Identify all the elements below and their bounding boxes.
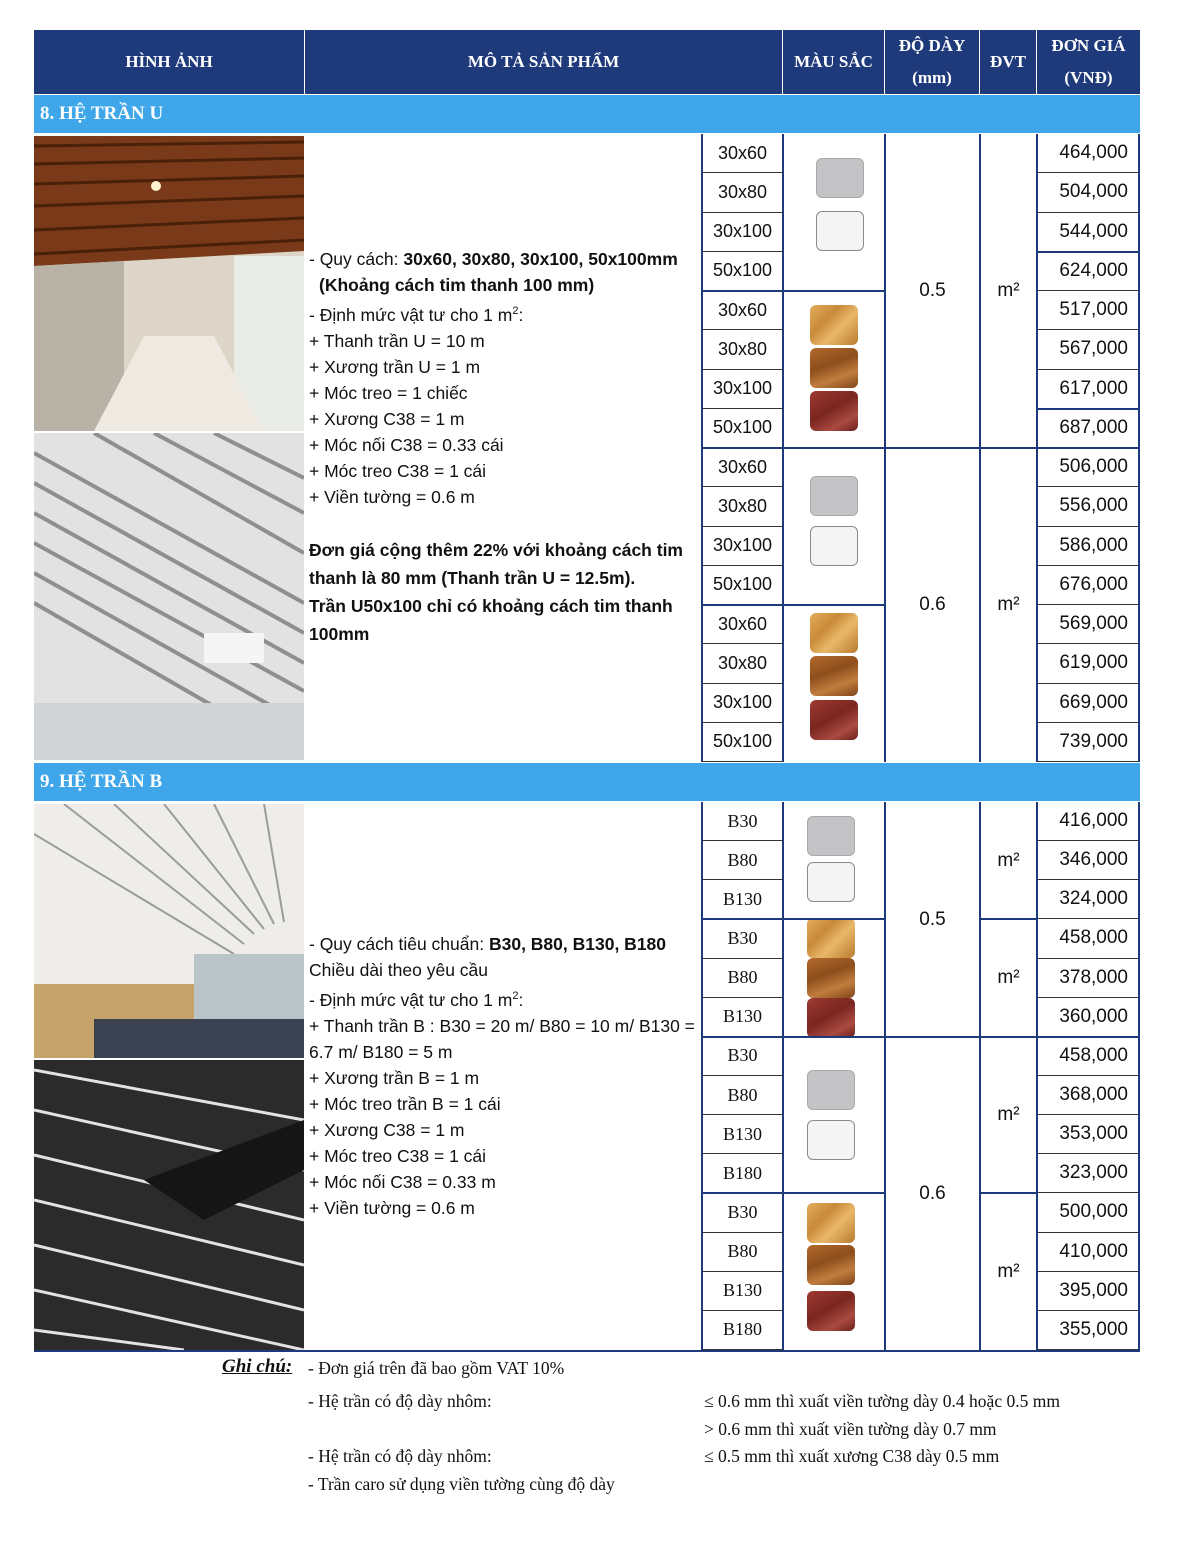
- u-unit-2-value: m²: [997, 594, 1020, 615]
- swatch-wood-red: [807, 998, 855, 1038]
- price-cell: 323,000: [1036, 1154, 1140, 1193]
- price-cell: 458,000: [1036, 1037, 1140, 1076]
- u-note: Đơn giá cộng thêm 22% với khoảng cách tim: [309, 539, 683, 560]
- ceiling-b-dark-illustration: [34, 1060, 304, 1350]
- price-cell: 517,000: [1036, 291, 1140, 330]
- size-cell: 50x100: [701, 409, 784, 448]
- swatch-wood-medium: [807, 1245, 855, 1285]
- b-material-sup: 2: [512, 990, 519, 1002]
- b-unit-4: [980, 1193, 1037, 1350]
- u-group-divider: [1036, 408, 1140, 410]
- u-item: + Xương C38 = 1 m: [309, 408, 465, 429]
- price-cell: 567,000: [1036, 330, 1140, 369]
- b-spec-sizes: B30, B80, B130, B180: [488, 934, 667, 954]
- ceiling-b-photo-hall: [34, 804, 304, 1058]
- price-cell: 586,000: [1036, 527, 1140, 566]
- u-spec-line: [309, 246, 683, 272]
- b-group-divider: [701, 1192, 885, 1194]
- note-vat-text: - Đơn giá trên đã bao gồm VAT 10%: [308, 1358, 565, 1378]
- b-unit-1-value: m²: [997, 849, 1020, 871]
- price-cell: 569,000: [1036, 605, 1140, 644]
- u-unit-1-value: m²: [997, 280, 1020, 301]
- note-c38-left-text: - Hệ trần có độ dày nhôm:: [308, 1446, 492, 1466]
- price-cell: 378,000: [1036, 959, 1140, 998]
- u-thickness-06: [885, 448, 980, 762]
- price-cell: 544,000: [1036, 213, 1140, 252]
- ceiling-u-photo-wood: [34, 136, 304, 431]
- swatch-white: [816, 211, 864, 251]
- u-note: 100mm: [309, 623, 370, 644]
- size-cell: B30: [701, 1037, 784, 1076]
- price-cell: 739,000: [1036, 723, 1140, 762]
- size-cell: 30x100: [701, 213, 784, 252]
- price-cell: 346,000: [1036, 841, 1140, 880]
- b-group-divider: [701, 1036, 1140, 1038]
- b-length-note: Chiều dài theo yêu cầu: [309, 960, 489, 980]
- ceiling-b-hall-illustration: [34, 804, 304, 1058]
- note-vat: [308, 1358, 564, 1379]
- notes-label-text: Ghi chú:: [222, 1356, 293, 1377]
- b-group-divider: [980, 918, 1037, 920]
- b-item: + Thanh trần B : B30 = 20 m/ B80 = 10 m/ B130 =: [309, 1015, 695, 1036]
- u-unit-1: [980, 134, 1037, 448]
- price-cell: 464,000: [1036, 134, 1140, 173]
- size-cell: 50x100: [701, 566, 784, 605]
- header-description: [305, 30, 783, 94]
- swatch-silver: [807, 816, 855, 856]
- swatch-wood-red: [810, 700, 858, 740]
- size-cell: B30: [701, 802, 784, 841]
- swatch-silver: [816, 158, 864, 198]
- size-cell: 30x60: [701, 448, 784, 487]
- ceiling-u-photo-aluminum: [34, 433, 304, 760]
- b-color-col-right: [884, 802, 886, 1350]
- note-thickness-right-2: [704, 1419, 997, 1440]
- header-thickness: [885, 30, 980, 94]
- b-spec-prefix: - Quy cách tiêu chuẩn:: [309, 934, 489, 954]
- header-thickness-label: ĐỘ DÀY: [898, 36, 966, 55]
- header-color-label: MÀU SẮC: [794, 52, 873, 71]
- ceiling-u-wood-illustration: [34, 136, 304, 431]
- b-spec-line: [309, 931, 695, 957]
- b-unit-1: [980, 802, 1037, 919]
- b-material-label: - Định mức vật tư cho 1 m: [309, 989, 513, 1010]
- u-item: + Viền tường = 0.6 m: [309, 486, 475, 507]
- u-material-heading: [309, 298, 683, 328]
- b-item: + Viền tường = 0.6 m: [309, 1197, 475, 1218]
- price-cell: 355,000: [1036, 1311, 1140, 1350]
- u-spec-prefix: - Quy cách:: [309, 249, 404, 269]
- size-cell: 30x100: [701, 527, 784, 566]
- size-cell: B80: [701, 959, 784, 998]
- price-cell: 416,000: [1036, 802, 1140, 841]
- u-material-sup: 2: [512, 305, 519, 317]
- ceiling-b-photo-dark: [34, 1060, 304, 1350]
- swatch-silver: [810, 476, 858, 516]
- price-cell: 506,000: [1036, 448, 1140, 487]
- header-thickness-unit: (mm): [912, 68, 952, 87]
- section-b-description: [309, 931, 695, 1221]
- ceiling-u-aluminum-illustration: [34, 433, 304, 760]
- swatch-wood-medium: [807, 958, 855, 998]
- note-caro-text: - Trần caro sử dụng viền tường cùng độ dày: [308, 1474, 615, 1494]
- b-right-border: [1138, 802, 1140, 1350]
- note-c38-right-text: ≤ 0.5 mm thì xuất xương C38 dày 0.5 mm: [704, 1446, 1000, 1466]
- swatch-silver: [807, 1070, 855, 1110]
- size-cell: B130: [701, 1115, 784, 1154]
- size-cell: B30: [701, 919, 784, 958]
- swatch-white: [810, 526, 858, 566]
- header-description-label: MÔ TẢ SẢN PHẨM: [467, 52, 620, 71]
- swatch-wood-light: [810, 613, 858, 653]
- b-unit-3-value: m²: [997, 1104, 1020, 1125]
- u-spacing-note: (Khoảng cách tim thanh 100 mm): [319, 275, 595, 295]
- u-right-border: [1138, 134, 1140, 762]
- note-c38-right: [704, 1446, 999, 1467]
- price-cell: 500,000: [1036, 1193, 1140, 1232]
- u-thickness-06-value: 0.6: [919, 594, 946, 615]
- price-cell: 624,000: [1036, 252, 1140, 291]
- size-cell: 30x60: [701, 605, 784, 644]
- section-b-title: [34, 763, 1140, 801]
- swatch-wood-medium: [810, 656, 858, 696]
- size-cell: 30x80: [701, 487, 784, 526]
- price-cell: 687,000: [1036, 409, 1140, 448]
- b-group-divider: [980, 1192, 1037, 1194]
- size-cell: B80: [701, 841, 784, 880]
- b-item: + Móc treo C38 = 1 cái: [309, 1145, 487, 1166]
- note-caro: [308, 1474, 615, 1495]
- swatch-wood-red: [810, 391, 858, 431]
- header-unit: [980, 30, 1037, 94]
- swatch-wood-light: [807, 918, 855, 958]
- b-material-heading: [309, 983, 695, 1013]
- b-unit-2: [980, 919, 1037, 1037]
- b-thickness-06: [885, 1037, 980, 1350]
- b-unit-col-right: [1036, 802, 1038, 1350]
- size-cell: 50x100: [701, 723, 784, 762]
- table-bottom-border: [34, 1350, 1140, 1352]
- price-cell: 669,000: [1036, 684, 1140, 723]
- price-cell: 676,000: [1036, 566, 1140, 605]
- size-cell: 30x60: [701, 134, 784, 173]
- u-thickness-05-value: 0.5: [919, 280, 946, 301]
- b-item: + Móc nối C38 = 0.33 m: [309, 1171, 496, 1192]
- price-cell: 353,000: [1036, 1115, 1140, 1154]
- b-unit-2-value: m²: [997, 967, 1020, 988]
- u-thickness-05: [885, 134, 980, 448]
- b-thick-col-right: [979, 802, 981, 1350]
- swatch-wood-light: [810, 305, 858, 345]
- swatch-wood-medium: [810, 348, 858, 388]
- u-item: + Móc nối C38 = 0.33 cái: [309, 434, 504, 455]
- b-thickness-05: [885, 802, 980, 1037]
- header-price: [1037, 30, 1140, 94]
- u-item: + Thanh trần U = 10 m: [309, 330, 485, 351]
- size-cell: 30x100: [701, 370, 784, 409]
- u-group-divider: [701, 447, 1140, 449]
- size-cell: 30x80: [701, 173, 784, 212]
- size-cell: 50x100: [701, 252, 784, 291]
- note-thickness-right-2-text: > 0.6 mm thì xuất viền tường dày 0.7 mm: [704, 1419, 997, 1439]
- size-cell: B80: [701, 1076, 784, 1115]
- section-b-title-text: 9. HỆ TRẦN B: [40, 771, 163, 792]
- section-u-description: [309, 246, 683, 648]
- b-item: + Móc treo trần B = 1 cái: [309, 1093, 501, 1114]
- header-image: [34, 30, 305, 94]
- price-cell: 619,000: [1036, 644, 1140, 683]
- section-u-title: [34, 95, 1140, 133]
- note-c38-left: [308, 1446, 492, 1467]
- note-thickness-left-text: - Hệ trần có độ dày nhôm:: [308, 1391, 492, 1411]
- u-group-divider: [701, 604, 885, 606]
- size-cell: B80: [701, 1233, 784, 1272]
- price-cell: 410,000: [1036, 1233, 1140, 1272]
- b-material-colon: :: [518, 989, 524, 1010]
- price-cell: 504,000: [1036, 173, 1140, 212]
- swatch-white: [807, 862, 855, 902]
- size-cell: B130: [701, 1272, 784, 1311]
- size-cell: B180: [701, 1154, 784, 1193]
- size-cell: 30x100: [701, 684, 784, 723]
- b-group-divider: [701, 918, 885, 920]
- b-item: + Xương C38 = 1 m: [309, 1119, 465, 1140]
- u-material-colon: :: [518, 304, 524, 325]
- u-note: Trần U50x100 chỉ có khoảng cách tim thanh: [309, 595, 673, 616]
- b-thickness-05-value: 0.5: [919, 908, 946, 930]
- b-item: 6.7 m/ B180 = 5 m: [309, 1041, 453, 1062]
- u-spec-sizes: 30x60, 30x80, 30x100, 50x100mm: [403, 249, 678, 269]
- price-cell: 324,000: [1036, 880, 1140, 919]
- u-note: thanh là 80 mm (Thanh trần U = 12.5m).: [309, 567, 636, 588]
- price-cell: 617,000: [1036, 370, 1140, 409]
- size-cell: 30x80: [701, 330, 784, 369]
- price-cell: 360,000: [1036, 998, 1140, 1037]
- size-cell: B180: [701, 1311, 784, 1350]
- notes-label: [222, 1356, 292, 1378]
- b-unit-4-value: m²: [997, 1260, 1020, 1282]
- u-item: + Móc treo C38 = 1 cái: [309, 460, 487, 481]
- note-thickness-right-1-text: ≤ 0.6 mm thì xuất viền tường dày 0.4 hoặc 0.5 mm: [704, 1391, 1060, 1411]
- price-cell: 458,000: [1036, 919, 1140, 958]
- swatch-wood-red: [807, 1291, 855, 1331]
- header-price-label: ĐƠN GIÁ: [1051, 36, 1126, 55]
- swatch-wood-light: [807, 1203, 855, 1243]
- u-group-divider: [1036, 251, 1140, 253]
- b-item: + Xương trần B = 1 m: [309, 1067, 480, 1088]
- u-group-divider: [701, 290, 885, 292]
- header-color: [783, 30, 885, 94]
- header-price-currency: (VNĐ): [1064, 68, 1113, 87]
- note-thickness-right-1: [704, 1391, 1060, 1412]
- section-u-title-text: 8. HỆ TRẦN U: [40, 103, 164, 124]
- size-cell: B130: [701, 880, 784, 919]
- price-cell: 556,000: [1036, 487, 1140, 526]
- u-spacer: [309, 510, 683, 536]
- size-cell: B130: [701, 998, 784, 1037]
- header-unit-label: ĐVT: [990, 52, 1026, 71]
- size-cell: 30x80: [701, 644, 784, 683]
- b-thickness-06-value: 0.6: [919, 1182, 946, 1204]
- header-image-label: HÌNH ẢNH: [125, 52, 213, 71]
- size-cell: B30: [701, 1193, 784, 1232]
- note-thickness-left: [308, 1391, 492, 1412]
- u-item: + Móc treo = 1 chiếc: [309, 382, 468, 403]
- swatch-white: [807, 1120, 855, 1160]
- b-unit-3: [980, 1037, 1037, 1193]
- price-cell: 395,000: [1036, 1272, 1140, 1311]
- u-material-label: - Định mức vật tư cho 1 m: [309, 304, 513, 325]
- u-item: + Xương trần U = 1 m: [309, 356, 481, 377]
- u-unit-2: [980, 448, 1037, 762]
- size-cell: 30x60: [701, 291, 784, 330]
- price-cell: 368,000: [1036, 1076, 1140, 1115]
